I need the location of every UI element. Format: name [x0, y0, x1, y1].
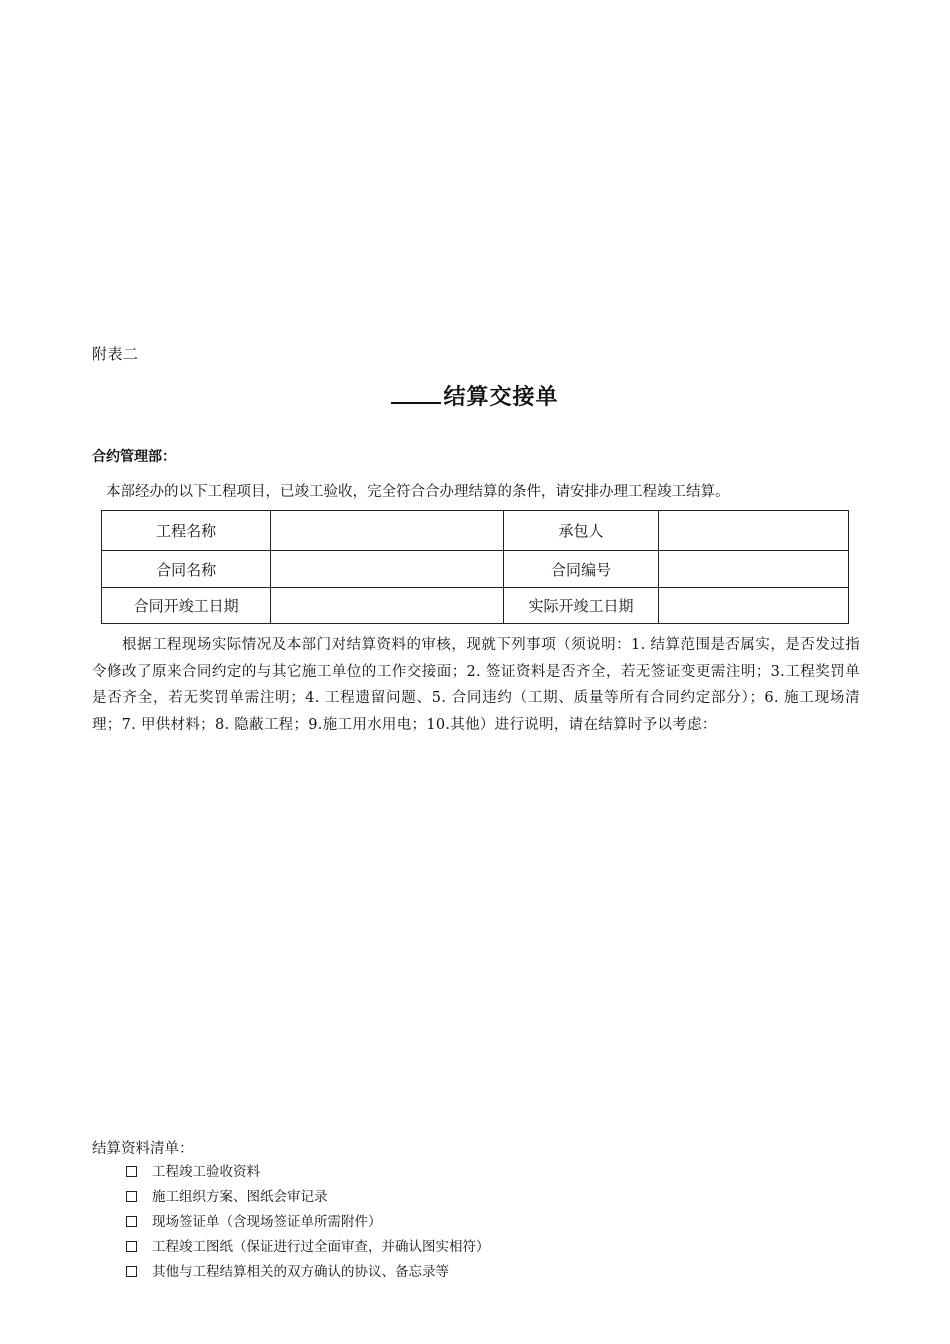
checklist-item-label: 现场签证单（含现场签证单所需附件）: [152, 1214, 382, 1230]
list-item: [126, 1210, 490, 1235]
checklist-item-label: 工程竣工验收资料: [152, 1164, 260, 1180]
list-item: [126, 1160, 490, 1185]
list-item: [126, 1185, 490, 1210]
document-title: [0, 380, 950, 411]
checklist-item-label: 工程竣工图纸（保证进行过全面审查，并确认图实相符）: [152, 1239, 490, 1255]
checkbox[interactable]: [126, 1166, 137, 1177]
contract-number-label: 合同编号: [504, 551, 658, 588]
contractor-label: 承包人: [504, 511, 658, 551]
checkbox[interactable]: [126, 1241, 137, 1252]
table-row: [102, 511, 849, 551]
checklist-item-label: 其他与工程结算相关的双方确认的协议、备忘录等: [152, 1264, 449, 1280]
project-info-table: [101, 510, 849, 624]
table-row: [102, 588, 849, 624]
contractor-field[interactable]: [658, 511, 848, 551]
actual-dates-label: 实际开竣工日期: [504, 588, 658, 624]
checkbox[interactable]: [126, 1266, 137, 1277]
appendix-label: 附表二: [92, 345, 139, 363]
explanation-paragraph: 根据工程现场实际情况及本部门对结算资料的审核，现就下列事项（须说明：1. 结算范围是否属实，是否发过指令修改了原来合同约定的与其它施工单位的工作交接面；2. 签证资料是否齐全，若无签证变更需注明；3.工程奖罚单是否齐全，若无奖罚单需注明；4. 工程遗留问题、5. 合同违约（工期、质量等所有合同约定部分）；6. 施工现场清理；7. 甲供材料；8. 隐蔽工程；9.施工用水用电；10.其他）进行说明，请在结算时予以考虑：: [92, 637, 860, 733]
checkbox[interactable]: [126, 1216, 137, 1227]
contract-name-label: 合同名称: [102, 551, 271, 588]
actual-dates-field[interactable]: [658, 588, 848, 624]
table-row: [102, 551, 849, 588]
contract-dates-label: 合同开竣工日期: [102, 588, 271, 624]
intro-paragraph: 本部经办的以下工程项目，已竣工验收，完全符合合办理结算的条件，请安排办理工程竣工结算。: [106, 484, 730, 500]
project-name-label: 工程名称: [102, 511, 271, 551]
title-text: 结算交接单: [443, 385, 559, 410]
checkbox[interactable]: [126, 1191, 137, 1202]
contract-number-field[interactable]: [658, 551, 848, 588]
checklist-title: 结算资料清单：: [92, 1141, 194, 1157]
checklist-item-label: 施工组织方案、图纸会审记录: [152, 1189, 328, 1205]
title-blank-line: [391, 382, 441, 404]
addressee: 合约管理部：: [92, 449, 176, 465]
list-item: [126, 1235, 490, 1260]
project-name-field[interactable]: [271, 511, 504, 551]
settlement-checklist: [126, 1160, 490, 1285]
contract-dates-field[interactable]: [271, 588, 504, 624]
contract-name-field[interactable]: [271, 551, 504, 588]
list-item: [126, 1260, 490, 1285]
